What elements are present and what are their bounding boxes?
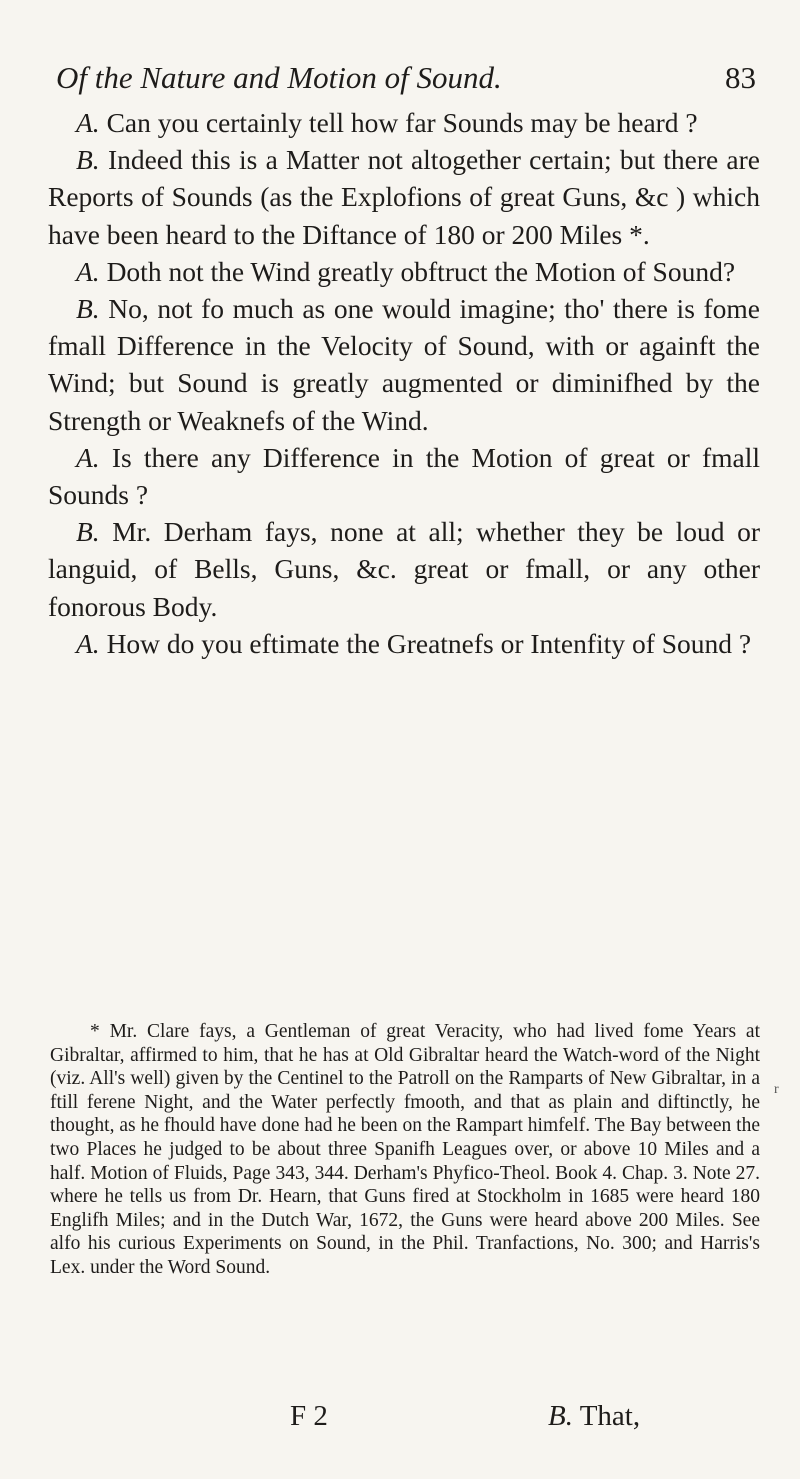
paragraph-text: No, not fo much as one would imagine; tho' there is fome fmall Difference in the Velocity of Sound, with or againft the Wind; but Sound is greatly augmented or diminifhed by the Strength or Weaknefs of the Wind. [48, 293, 761, 436]
paragraph [48, 104, 760, 141]
page-header [56, 60, 756, 96]
speaker-label: B. [76, 144, 100, 176]
paragraph-text: Can you certainly tell how far Sounds may be heard ? [106, 107, 698, 138]
margin-mark: r [774, 1082, 779, 1097]
paragraph [48, 625, 760, 662]
catchword-text: That, [579, 1400, 641, 1432]
paragraph [48, 290, 760, 439]
dialogue-text [48, 104, 760, 662]
paragraph-text: Mr. Derham fays, none at all; whether they be loud or languid, of Bells, Guns, &c. great or fmall, or any other fonorous Body. [48, 516, 761, 622]
paragraph-text: Is there any Difference in the Motion of great or fmall Sounds ? [48, 441, 761, 511]
running-title: Of the Nature and Motion of Sound. [56, 60, 502, 95]
paragraph [48, 141, 760, 253]
speaker-label: B. [76, 516, 100, 548]
speaker-label: A. [76, 107, 100, 138]
paragraph [48, 253, 760, 290]
page-number: 83 [725, 60, 756, 95]
paragraph [48, 439, 760, 513]
speaker-label: A. [76, 627, 100, 659]
speaker-label: B. [76, 293, 100, 325]
paragraph-text: Indeed this is a Matter not altogether certain; but there are Reports of Sounds (as the Explofions of great Guns, &c ) which have been heard to the Diftance of 180 or 200 Miles *. [48, 144, 760, 250]
catchword-speaker: B. [548, 1400, 573, 1432]
speaker-label: A. [76, 255, 100, 287]
signature-mark: F 2 [290, 1400, 328, 1432]
paragraph-text: Doth not the Wind greatly obftruct the Motion of Sound? [106, 255, 736, 287]
paragraph-text: How do you eftimate the Greatnefs or Intenfity of Sound ? [106, 627, 752, 659]
catchword [548, 1400, 640, 1433]
footnote: * Mr. Clare fays, a Gentleman of great Veracity, who had lived fome Years at Gibraltar, affirmed to him, that he has at Old Gibraltar heard the Watch-word of the Night (viz. All's well) given by the Centinel to the Patroll on the Ramparts of New Gibraltar, in a ftill ferene Night, and the Water perfectly fmooth, and that as plain and diftinctly, he thought, as he fhould have done had he been on the Rampart himfelf. The Bay between the two Places he judged to be about three Spanifh Leagues over, or above 10 Miles and a half. Motion of Fluids, Page 343, 344. Derham's Phyfico-Theol. Book 4. Chap. 3. Note 27. where he tells us from Dr. Hearn, that Guns fired at Stockholm in 1685 were heard 180 Englifh Miles; and in the Dutch War, 1672, the Guns were heard above 200 Miles. See alfo his curious Experiments on Sound, in the Phil. Tranfactions, No. 300; and Harris's Lex. under the Word Sound. [50, 1021, 760, 1278]
speaker-label: A. [76, 441, 100, 473]
paragraph [48, 513, 760, 625]
